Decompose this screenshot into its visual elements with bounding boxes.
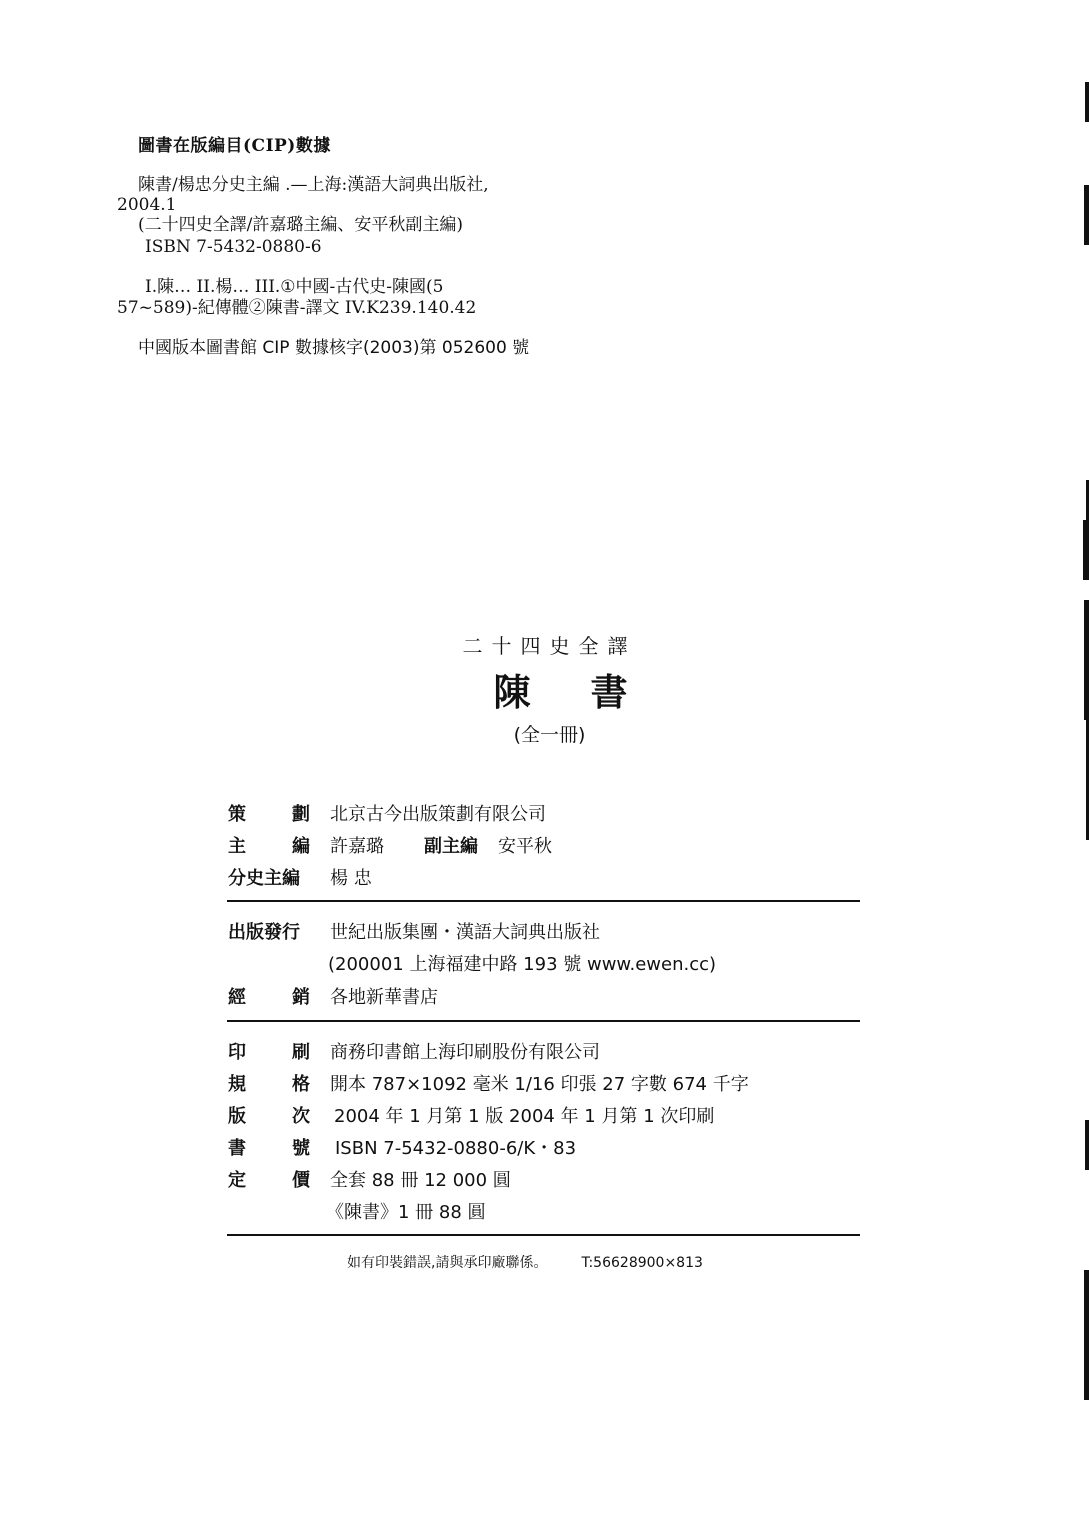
label-char: 經 — [228, 987, 246, 1008]
divider-2 — [227, 1020, 860, 1022]
label-char: 號 — [292, 1138, 310, 1159]
cip-line: I.陳… II.楊… III.①中國-古代史-陳國(5 — [145, 277, 444, 297]
footer-errata-note: 如有印裝錯誤,請與承印廠聯係。 — [347, 1255, 548, 1271]
label-char: 銷 — [292, 987, 310, 1008]
label-format — [228, 1070, 310, 1096]
value-printer: 商務印書館上海印刷股份有限公司 — [330, 1042, 600, 1063]
scan-edge-mark — [1083, 520, 1089, 580]
value-planning: 北京古今出版策劃有限公司 — [330, 804, 546, 825]
label-editor — [228, 832, 310, 858]
value-format: 開本 787×1092 毫米 1/16 印張 27 字數 674 千字 — [330, 1074, 749, 1095]
label-price — [228, 1166, 310, 1192]
label-char: 格 — [292, 1074, 310, 1095]
label-printer — [228, 1038, 310, 1064]
label-char: 次 — [292, 1106, 310, 1127]
cip-line: 陳書/楊忠分史主編 .—上海:漢語大詞典出版社, — [138, 175, 489, 195]
value-editor — [330, 832, 552, 858]
footer-note — [347, 1252, 703, 1272]
cip-heading: 圖書在版編目(CIP)數據 — [138, 136, 331, 156]
label-char: 編 — [292, 836, 310, 857]
label-publisher: 出版發行 — [228, 922, 300, 943]
label-sub-editor: 分史主編 — [228, 868, 300, 889]
cip-line: 57~589)-紀傳體②陳書-譯文 IV.K239.140.42 — [117, 298, 477, 318]
scan-edge-mark — [1085, 82, 1089, 122]
label-char: 書 — [228, 1138, 246, 1159]
value-publisher: 世紀出版集團・漢語大詞典出版社 — [330, 922, 600, 943]
label-char: 劃 — [292, 804, 310, 825]
cip-line: ISBN 7-5432-0880-6 — [145, 237, 322, 257]
footer-telephone: T:56628900×813 — [581, 1255, 703, 1271]
label-char: 版 — [228, 1106, 246, 1127]
scan-edge-mark — [1084, 185, 1089, 245]
label-char: 價 — [292, 1170, 310, 1191]
value-address: (200001 上海福建中路 193 號 www.ewen.cc) — [328, 954, 717, 975]
divider-1 — [227, 900, 860, 902]
label-char: 規 — [228, 1074, 246, 1095]
label-char: 印 — [228, 1042, 246, 1063]
label-deputy-editor: 副主編 — [424, 836, 478, 857]
label-char: 策 — [228, 804, 246, 825]
editor-name: 許嘉璐 — [330, 836, 384, 857]
deputy-editor-name: 安平秋 — [498, 836, 552, 857]
cip-line: (二十四史全譯/許嘉璐主編、安平秋副主編) — [138, 215, 463, 235]
series-title: 二十四史全譯 — [462, 634, 637, 658]
scan-edge-mark — [1084, 600, 1089, 720]
label-distributor — [228, 983, 310, 1009]
cip-line: 2004.1 — [117, 195, 177, 215]
divider-3 — [227, 1234, 860, 1236]
cip-registration: 中國版本圖書館 CIP 數據核字(2003)第 052600 號 — [138, 338, 530, 358]
label-isbn — [228, 1134, 310, 1160]
label-char: 主 — [228, 836, 246, 857]
volume-note: (全一冊) — [513, 724, 586, 746]
label-edition — [228, 1102, 310, 1128]
value-distributor: 各地新華書店 — [330, 987, 438, 1008]
value-price-single: 《陳書》1 冊 88 圓 — [326, 1202, 486, 1223]
label-char: 定 — [228, 1170, 246, 1191]
label-char: 刷 — [292, 1042, 310, 1063]
scan-edge-mark — [1085, 1120, 1089, 1170]
label-planning — [228, 800, 310, 826]
value-isbn: ISBN 7-5432-0880-6/K・83 — [335, 1138, 577, 1159]
scan-edge-mark — [1084, 1270, 1089, 1400]
value-edition: 2004 年 1 月第 1 版 2004 年 1 月第 1 次印刷 — [334, 1106, 715, 1127]
value-price: 全套 88 冊 12 000 圓 — [330, 1170, 511, 1191]
value-sub-editor: 楊 忠 — [330, 868, 372, 889]
book-title: 陳書 — [493, 670, 688, 714]
